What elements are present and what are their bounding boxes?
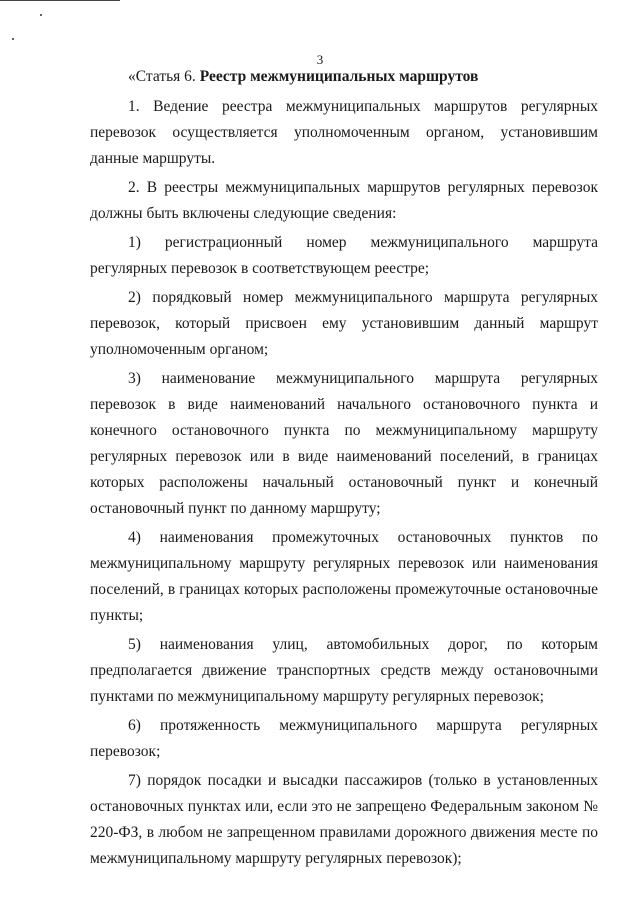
- article-title: [90, 64, 598, 90]
- list-item: 3) наименование межмуниципального маршрута регулярных перевозок в виде наименований начального остановочного пункта и конечного остановочного пункта по межмуниципальному маршруту регулярных перевозок или в виде наименований поселений, в границах которых расположены начальный остановочный пункт и конечный остановочный пункт по данному маршруту;: [90, 370, 598, 517]
- article-title-lead: «Статья 6.: [128, 68, 200, 85]
- paragraph: 2. В реестры межмуниципальных маршрутов регулярных перевозок должны быть включены следующие сведения:: [90, 179, 598, 222]
- list-item: 1) регистрационный номер межмуниципального маршрута регулярных перевозок в соответствующем реестре;: [90, 234, 598, 277]
- list-item: 7) порядок посадки и высадки пассажиров (только в установленных остановочных пунктах или, если это не запрещено Федеральным законом № 220-ФЗ, в любом не запрещенном правилами дорожного движения месте по межмуниципальному маршруту регулярных перевозок);: [90, 772, 598, 867]
- list-item: 6) протяженность межмуниципального маршрута регулярных перевозок;: [90, 717, 598, 760]
- document-body: [90, 64, 598, 875]
- scan-speck: [40, 14, 42, 16]
- article-title-bold: Реестр межмуниципальных маршрутов: [199, 68, 479, 85]
- list-item: 4) наименования промежуточных остановочных пунктов по межмуниципальному маршруту регулярных перевозок или наименования поселений, в границах которых расположены промежуточные остановочные пункты;: [90, 529, 598, 624]
- page-number: 3: [316, 52, 324, 67]
- scan-edge-line: [0, 0, 120, 1]
- scan-speck: [12, 38, 14, 40]
- list-item: 2) порядковый номер межмуниципального маршрута регулярных перевозок, который присвоен ему установившим данный маршрут уполномоченным органом;: [90, 289, 598, 358]
- paragraph: 1. Ведение реестра межмуниципальных маршрутов регулярных перевозок осуществляется уполномоченным органом, установившим данные маршруты.: [90, 98, 598, 167]
- list-item: 5) наименования улиц, автомобильных дорог, по которым предполагается движение транспортных средств между остановочными пунктами по межмуниципальному маршруту регулярных перевозок;: [90, 636, 598, 705]
